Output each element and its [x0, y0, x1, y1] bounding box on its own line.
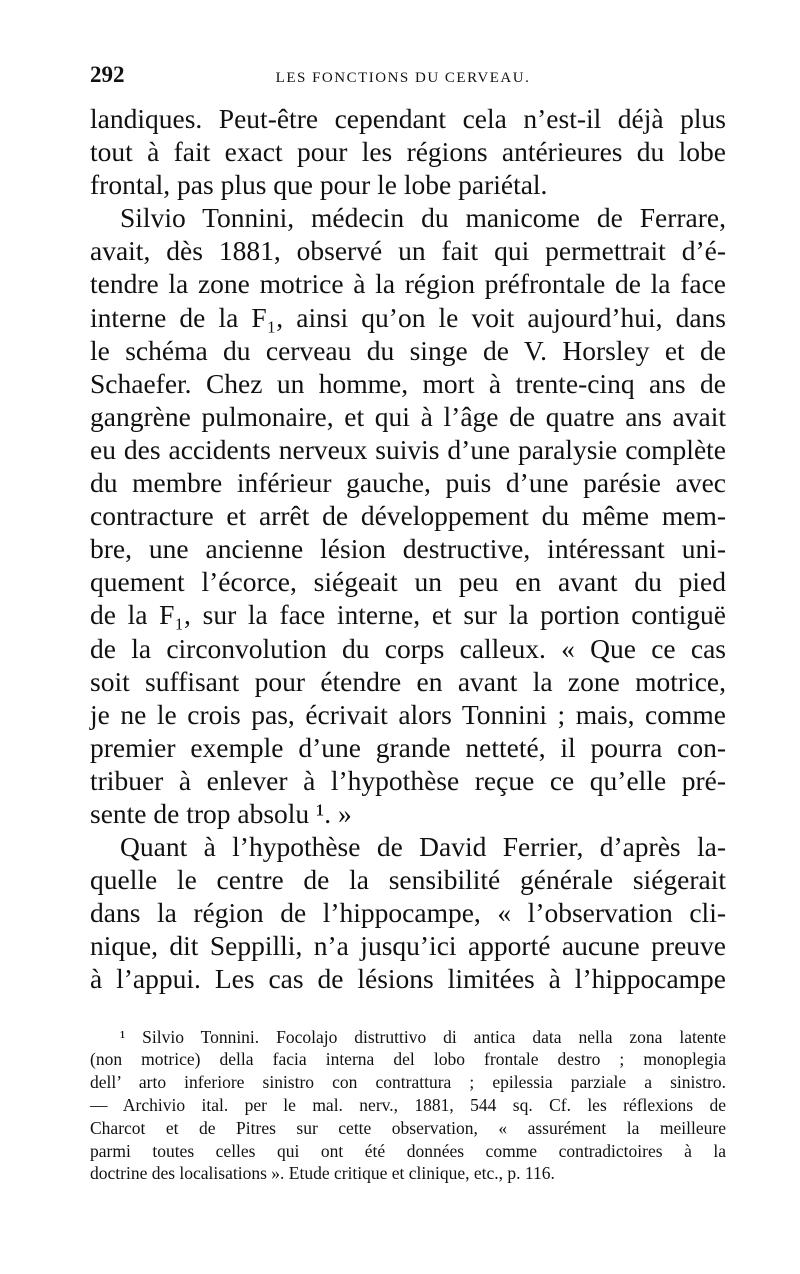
body-line: sente de trop absolu ¹. »: [90, 797, 352, 829]
body-text: [90, 102, 726, 996]
body-line: à l’appui. Les cas de lésions limitées à l’hippocampe: [90, 963, 726, 995]
running-title: LES FONCTIONS DU CERVEAU.: [275, 70, 531, 86]
footnote-line: parmi toutes celles qui ont été données comme contradictoires à la: [90, 1140, 726, 1161]
body-line: je ne le crois pas, écrivait alors Tonnini ; mais, comme: [90, 698, 726, 730]
body-line: quement l’écorce, siégeait un peu en avant du pied: [90, 566, 726, 598]
body-line: le schéma du cerveau du singe de V. Horsley et de: [90, 334, 726, 366]
body-line: nique, dit Seppilli, n’a jusqu’ici apporté aucune preuve: [90, 930, 726, 962]
body-line: soit suffisant pour étendre en avant la zone motrice,: [90, 665, 726, 697]
body-line: tout à fait exact pour les régions antérieures du lobe: [90, 136, 726, 168]
body-line: avait, dès 1881, observé un fait qui permettrait d’é-: [90, 235, 726, 267]
body-line: frontal, pas plus que pour le lobe pariétal.: [90, 169, 548, 201]
body-line: de la F₁, sur la face interne, et sur la portion contiguë: [90, 599, 726, 631]
body-line: de la circonvolution du corps calleux. « Que ce cas: [90, 632, 726, 664]
body-line: landiques. Peut-être cependant cela n’est-il déjà plus: [90, 103, 726, 134]
footnote-line: ¹ Silvio Tonnini. Focolajo distruttivo di antica data nella zona latente: [120, 1026, 726, 1047]
page-header: [90, 62, 726, 102]
footnotes: [90, 1026, 726, 1186]
footnote-line: dell’ arto inferiore sinistro con contrattura ; epilessia parziale a sinistro.: [90, 1072, 726, 1093]
page-number: 292: [90, 62, 125, 87]
body-line: bre, une ancienne lésion destructive, intéressant uni-: [90, 533, 726, 565]
body-line: du membre inférieur gauche, puis d’une parésie avec: [90, 467, 726, 499]
body-line: dans la région de l’hippocampe, « l’observation cli-: [90, 897, 726, 929]
body-line: Schaefer. Chez un homme, mort à trente-cinq ans de: [90, 367, 726, 399]
body-line: Silvio Tonnini, médecin du manicome de Ferrare,: [120, 202, 726, 234]
body-line: quelle le centre de la sensibilité générale siégerait: [90, 864, 726, 896]
footnote-line: Charcot et de Pitres sur cette observation, « assurément la meilleure: [90, 1117, 726, 1138]
footnote-line: doctrine des localisations ». Etude critique et clinique, etc., p. 116.: [90, 1163, 555, 1184]
body-line: tendre la zone motrice à la région préfrontale de la face: [90, 268, 726, 300]
body-line: contracture et arrêt de développement du même mem-: [90, 500, 726, 532]
footnote-line: (non motrice) della facia interna del lobo frontale destro ; monoplegia: [90, 1049, 726, 1070]
body-line: interne de la F₁, ainsi qu’on le voit aujourd’hui, dans: [90, 301, 726, 333]
body-line: tribuer à enlever à l’hypothèse reçue ce qu’elle pré-: [90, 764, 726, 796]
footnote-line: — Archivio ital. per le mal. nerv., 1881, 544 sq. Cf. les réflexions de: [90, 1094, 726, 1115]
body-line: gangrène pulmonaire, et qui à l’âge de quatre ans avait: [90, 400, 726, 432]
body-line: eu des accidents nerveux suivis d’une paralysie complète: [90, 433, 726, 465]
body-line: Quant à l’hypothèse de David Ferrier, d’après la-: [120, 831, 726, 863]
book-page: [90, 62, 726, 1185]
body-line: premier exemple d’une grande netteté, il pourra con-: [90, 731, 726, 763]
